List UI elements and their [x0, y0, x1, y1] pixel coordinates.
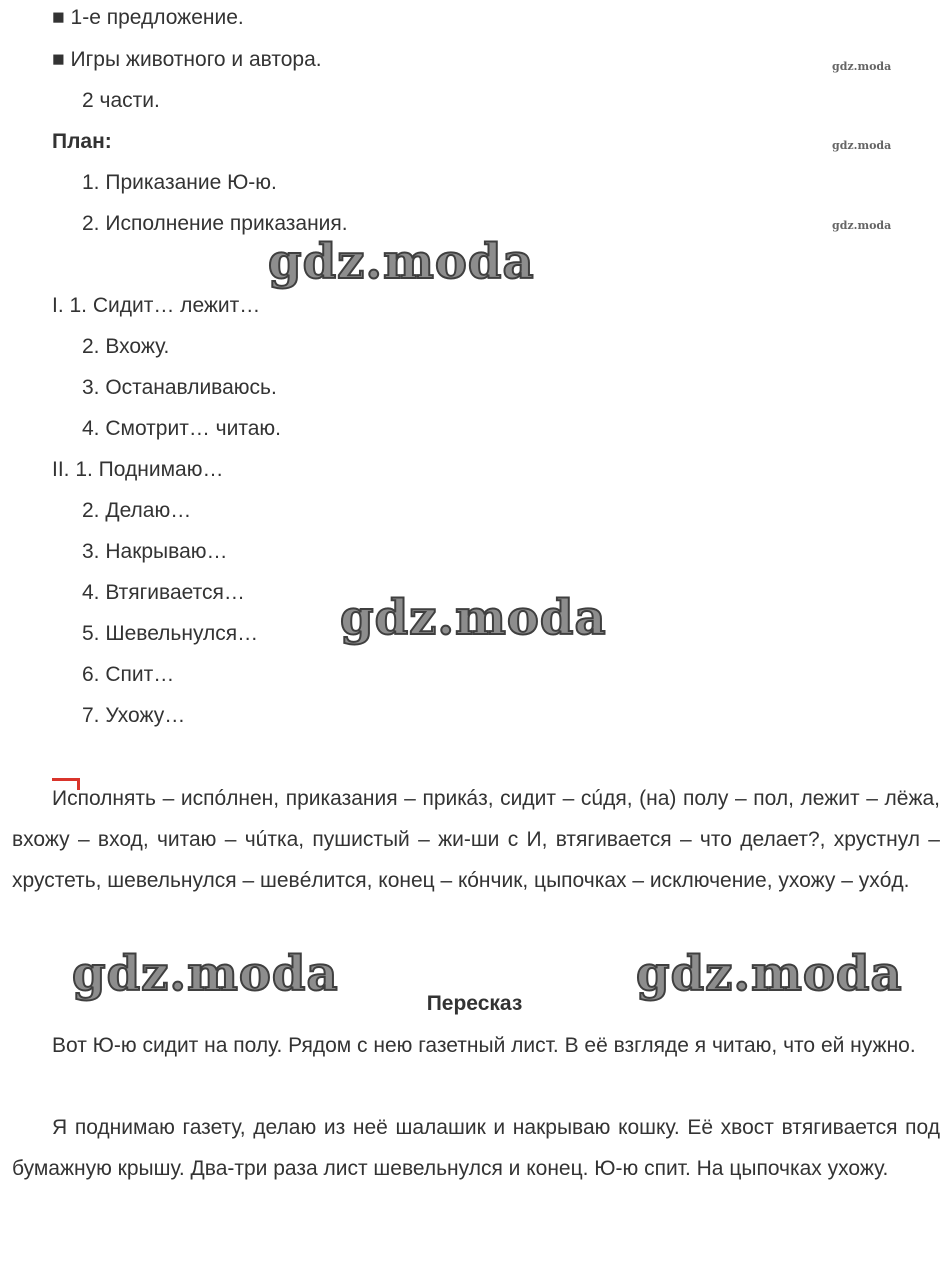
part2-item: 2. Делаю…: [82, 499, 192, 522]
bullet-item: ■ Игры животного и автора.: [52, 48, 322, 71]
retelling-heading: Пересказ: [426, 992, 523, 1015]
bullet-item: ■ 1-е предложение.: [52, 6, 244, 29]
part2-item: 4. Втягивается…: [82, 581, 245, 604]
plan-item: 1. Приказание Ю-ю.: [82, 171, 277, 194]
watermark-small: gdz.moda: [832, 139, 892, 152]
watermark-large: gdz.moda: [268, 234, 535, 290]
part1-item: 4. Смотрит… читаю.: [82, 417, 281, 440]
part2-item: 7. Ухожу…: [82, 704, 186, 727]
part2-item: II. 1. Поднимаю…: [52, 458, 224, 481]
watermark-small: gdz.moda: [832, 219, 892, 232]
part2-item: 6. Спит…: [82, 663, 175, 686]
retelling-paragraph: Вот Ю-ю сидит на полу. Рядом с нею газетный лист. В её взгляде я читаю, что ей нужно.: [52, 1034, 916, 1057]
plan-heading: План:: [52, 130, 112, 153]
part2-item: 3. Накрываю…: [82, 540, 228, 563]
retelling-paragraph: Я поднимаю газету, делаю из неё шалашик и накрываю кошку. Её хвост втягивается под бумажную крышу. Два-три раза лист шевельнулся и конец. Ю-ю спит. На цыпочках ухожу.: [12, 1116, 940, 1180]
watermark-large: gdz.moda: [340, 590, 607, 646]
part2-item: 5. Шевельнулся…: [82, 622, 259, 645]
spelling-paragraph: Исполнять – испóлнен, приказания – прикáз, сидит – сúдя, (на) полу – пол, лежит – лёжа, вхожу – вход, читаю – чúтка, пушистый – жи-ши с И, втягивается – что делает?, хрустнул – хрустеть, шевельнулся – шевéлится, конец – кóнчик, цыпочках – исключение, ухожу – ухóд.: [12, 787, 940, 892]
watermark-small: gdz.moda: [832, 60, 892, 73]
watermark-large: gdz.moda: [72, 946, 339, 1002]
part1-item: I. 1. Сидит… лежит…: [52, 294, 261, 317]
part1-item: 2. Вхожу.: [82, 335, 170, 358]
watermark-large: gdz.moda: [636, 946, 903, 1002]
part1-item: 3. Останавливаюсь.: [82, 376, 277, 399]
parts-line: 2 части.: [82, 89, 160, 112]
plan-item: 2. Исполнение приказания.: [82, 212, 348, 235]
